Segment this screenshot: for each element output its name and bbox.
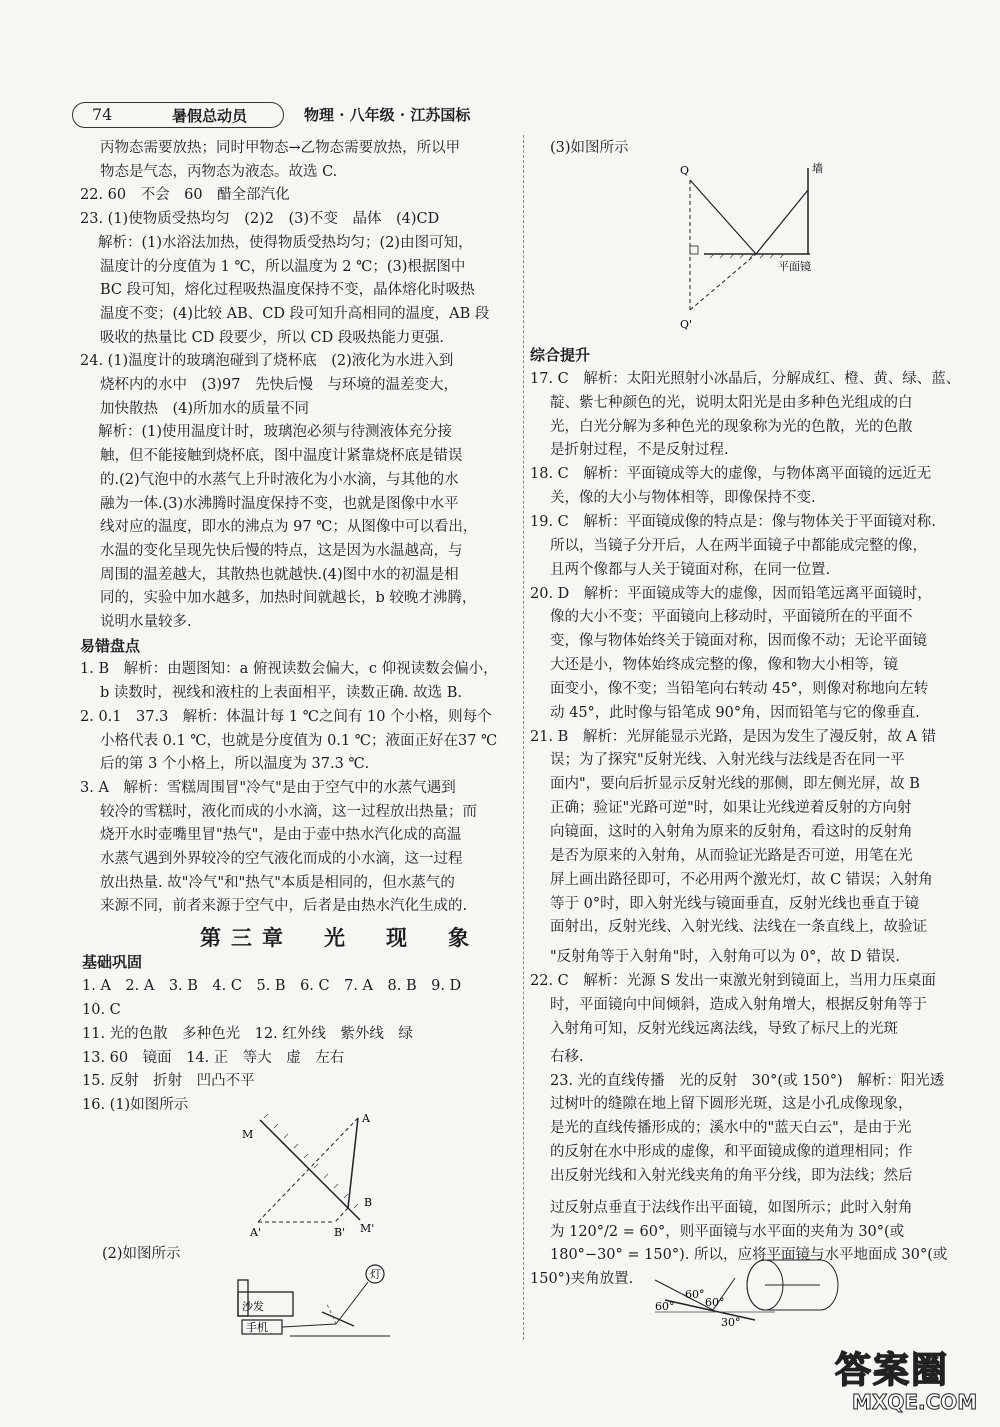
fig23-label-2: 60° <box>655 1300 675 1313</box>
text-line: 基础巩固 <box>82 953 143 971</box>
text-line: 11. 光的色散 多种色光 12. 红外线 紫外线 绿 <box>82 1026 413 1042</box>
text-line: 大还是小，物体始终成完整的像，像和物大小相等，镜 <box>550 657 898 674</box>
text-line: 是折射过程，不是反射过程. <box>550 442 729 459</box>
text-line: 关，像的大小与物体相等，即像保持不变. <box>550 490 816 507</box>
fig16-1-label-a: A <box>362 1112 370 1125</box>
fig3-label-q: Q <box>680 164 690 177</box>
figure-16-1 <box>240 1110 400 1240</box>
text-line: "反射角等于入射角"时，入射角可以为 0°，故 D 错误. <box>550 949 900 966</box>
text-line: 24. (1)温度计的玻璃泡碰到了烧杯底 (2)液化为水进入到 <box>80 353 454 370</box>
text-line: 1. A 2. A 3. B 4. C 5. B 6. C 7. A 8. B 9. D <box>82 978 462 994</box>
text-line: 2. 0.1 37.3 解析：体温计每 1 ℃之间有 10 个小格，则每个 <box>80 708 492 725</box>
fig3-label-wall: 墙 <box>812 162 823 175</box>
text-line: 时，平面镜向中间倾斜，造成入射角增大，根据反射角等于 <box>550 996 927 1013</box>
text-line: 3. A 解析：雪糕周围冒"冷气"是由于空气中的水蒸气遇到 <box>80 779 456 796</box>
text-line: 的.(2)气泡中的水蒸气上升时液化为小水滴，与其他的水 <box>100 471 459 488</box>
text-line: 10. C <box>82 1002 121 1018</box>
figure-23 <box>645 1250 845 1340</box>
fig16-1-label-m-prime: M' <box>360 1222 375 1235</box>
text-line: 易错盘点 <box>80 636 141 655</box>
subject-label: 物理 · 八年级 · 江苏国标 <box>304 106 471 124</box>
text-line: 误；为了探究"反射光线、入射光线与法线是否在同一平 <box>550 752 905 769</box>
text-line: 解析：(1)使用温度计时，玻璃泡必须与待测液体充分接 <box>98 424 453 441</box>
text-line: 放出热量. 故"冷气"和"热气"本质是相同的，但水蒸气的 <box>100 874 455 891</box>
figure-16-2 <box>230 1262 400 1342</box>
text-line: 18. C 解析：平面镜成等大的虚像，与物体离平面镜的远近无 <box>530 466 932 483</box>
text-line: 水蒸气遇到外界较冷的空气液化而成的小水滴，这一过程 <box>100 851 463 867</box>
text-line: 23. (1)使物质受热均匀 (2)2 (3)不变 晶体 (4)CD <box>80 211 440 228</box>
fig16-1-label-m: M <box>242 1128 254 1141</box>
text-line: 过反射点垂直于法线作出平面镜，如图所示；此时入射角 <box>550 1199 913 1216</box>
text-line: 周围的温差越大，其散热也就越快.(4)图中水的初温是相 <box>100 566 459 583</box>
fig3-label-q-prime: Q' <box>680 318 693 331</box>
text-line: 光，白光分解为多种色光的现象称为光的色散，光的色散 <box>550 418 913 435</box>
text-line: 是光的直线传播形成的；溪水中的"蓝天白云"，是由于光 <box>550 1120 912 1137</box>
text-line: 右移. <box>550 1048 584 1065</box>
fig3-label-mirror: 平面镜 <box>778 260 811 273</box>
fig16-1-label-b: B <box>364 1196 373 1209</box>
text-line: 是否为原来的入射角，从而验证光路是否可逆，用笔在光 <box>550 847 913 864</box>
text-line: (2)如图所示 <box>102 1246 181 1262</box>
text-line: 吸收的热量比 CD 段要少，所以 CD 段吸热能力更强. <box>100 329 444 346</box>
fig16-2-label-phone: 手机 <box>246 1321 268 1334</box>
fig23-label-3: 60° <box>705 1296 725 1309</box>
text-line: 且两个像都与人关于镜面对称，在同一位置. <box>550 561 831 578</box>
text-line: 150°)夹角放置. <box>530 1271 634 1288</box>
text-line: 加快散热 (4)所加水的质量不同 <box>100 400 310 417</box>
text-line: 的反射在水中形成的虚像，和平面镜成像的道理相同；作 <box>550 1144 913 1161</box>
text-line: 面射出，反射光线、入射光线、法线在一条直线上，故验证 <box>550 919 927 936</box>
text-line: 动 45°，此时像与铅笔成 90°角，因而铅笔与它的像垂直. <box>550 704 920 721</box>
fig16-2-label-lamp: 灯 <box>370 1268 381 1281</box>
text-line: 15. 反射 折射 凹凸不平 <box>82 1073 255 1089</box>
text-line: 物态是气态，丙物态为液态。故选 C. <box>100 163 338 180</box>
watermark-url: MXQE.COM <box>852 1390 978 1414</box>
page-number: 74 <box>92 105 113 124</box>
fig23-label-1: 60° <box>685 1288 705 1301</box>
text-line: 16. (1)如图所示 <box>82 1097 189 1113</box>
text-line: BC 段可知，熔化过程吸热温度保持不变，晶体熔化时吸热 <box>100 282 475 299</box>
text-line: 像的大小不变；平面镜向上移动时，平面镜所在的平面不 <box>550 609 913 626</box>
text-line: 综合提升 <box>530 346 591 364</box>
text-line: 等于 0°时，即入射光线与镜面垂直，反射光线也垂直于镜 <box>550 895 920 912</box>
text-line: (3)如图所示 <box>550 140 629 156</box>
text-line: 过树叶的缝隙在地上留下圆形光斑，这是小孔成像现象， <box>550 1096 913 1113</box>
text-line: 屏上画出路径即可，不必用两个激光灯，故 C 错误；入射角 <box>550 871 933 888</box>
page-header <box>72 100 512 130</box>
watermark-text: 答案圈 <box>835 1350 950 1391</box>
text-line: 面内"，要向后折显示反射光线的那侧，即左侧光屏，故 B <box>550 776 920 793</box>
text-line: 解析：(1)水浴法加热，使得物质受热均匀；(2)由图可知， <box>98 234 473 251</box>
text-line: 21. B 解析：光屏能显示光路，是因为发生了漫反射，故 A 错 <box>530 728 937 745</box>
book-title: 暑假总动员 <box>172 107 248 125</box>
text-line: 靛、紫七种颜色的光，说明太阳光是由多种色光组成的白 <box>550 394 913 411</box>
fig16-2-label-sofa: 沙发 <box>242 1300 264 1313</box>
text-line: 19. C 解析：平面镜成像的特点是：像与物体关于平面镜对称. <box>530 513 936 530</box>
text-line: 同的，实验中加水越多，加热时间就越长，b 较晚才沸腾， <box>100 590 477 607</box>
text-line: 22. C 解析：光源 S 发出一束激光射到镜面上，当用力压桌面 <box>530 973 936 990</box>
text-line: 线对应的温度，即水的沸点为 97 ℃；从图像中可以看出， <box>100 519 478 536</box>
text-line: b 读数时，视线和液柱的上表面相平，读数正确. 故选 B. <box>100 685 462 702</box>
text-line: 烧杯内的水中 (3)97 先快后慢 与环境的温差变大， <box>100 377 458 393</box>
fig23-label-4: 30° <box>721 1316 741 1329</box>
text-line: 23. 光的直线传播 光的反射 30°(或 150°) 解析：阳光透 <box>550 1072 945 1089</box>
text-line: 变，像与物体始终关于镜面对称，因而像不动；无论平面镜 <box>550 633 927 650</box>
text-line: 180°−30° = 150°). 所以，应将平面镜与水平地面成 30°(或 <box>550 1247 948 1264</box>
text-line: 温度计的分度值为 1 ℃，所以温度为 2 ℃；(3)根据图中 <box>100 258 466 275</box>
text-line: 面变小，像不变；当铅笔向右转动 45°，则像对称地向左转 <box>550 680 929 697</box>
text-line: 说明水量较多. <box>100 614 192 630</box>
text-line: 正确；验证"光路可逆"时，如果让光线逆着反射的方向射 <box>550 800 912 817</box>
text-line: 后的第 3 个小格上，所以温度为 37.3 ℃. <box>100 756 370 773</box>
text-line: 13. 60 镜面 14. 正 等大 虚 左右 <box>82 1050 345 1066</box>
fig16-1-label-a-prime: A' <box>250 1226 261 1239</box>
figure-3 <box>670 160 840 340</box>
text-line: 融为一体.(3)水沸腾时温度保持不变，也就是图像中水平 <box>100 495 459 512</box>
text-line: 17. C 解析：太阳光照射小冰晶后，分解成红、橙、黄、绿、蓝、 <box>530 370 961 387</box>
text-line: 1. B 解析：由题图知：a 俯视读数会偏大，c 仰视读数会偏小， <box>80 661 498 678</box>
text-line: 温度不变；(4)比较 AB、CD 段可知升高相同的温度，AB 段 <box>100 305 490 322</box>
text-line: 所以，当镜子分开后，人在两半面镜子中都能成完整的像， <box>550 537 927 554</box>
text-line: 20. D 解析：平面镜成等大的虚像，因而铅笔远离平面镜时， <box>530 585 932 602</box>
text-line: 丙物态需要放热；同时甲物态→乙物态需要放热，所以甲 <box>100 140 461 156</box>
chapter-title: 第三章 光 现 象 <box>200 926 479 950</box>
text-line: 出反射光线和入射光线夹角的角平分线，即为法线；然后 <box>550 1167 913 1184</box>
text-line: 烧开水时壶嘴里冒"热气"，是由于壶中热水汽化成的高温 <box>100 827 462 844</box>
text-line: 为 120°/2 = 60°，则平面镜与水平面的夹角为 30°(或 <box>550 1223 905 1240</box>
text-line: 触，但不能接触到烧杯底，图中温度计紧靠烧杯底是错误 <box>100 448 463 465</box>
text-line: 水温的变化呈现先快后慢的特点，这是因为水温越高，与 <box>100 542 463 559</box>
column-divider <box>523 135 524 1340</box>
text-line: 入射角可知，反射光线远离法线，导致了标尺上的光斑 <box>550 1020 898 1037</box>
text-line: 较冷的雪糕时，液化而成的小水滴，这一过程放出热量；而 <box>100 803 477 820</box>
text-line: 小格代表 0.1 ℃，也就是分度值为 0.1 ℃；液面正好在37 ℃ <box>100 732 498 749</box>
fig16-1-label-b-prime: B' <box>334 1226 346 1239</box>
text-line: 22. 60 不会 60 醋全部汽化 <box>80 187 290 204</box>
text-line: 来源不同，前者来源于空气中，后者是由热水汽化生成的. <box>100 898 468 915</box>
text-line: 向镜面，这时的入射角为原来的反射角，看这时的反射角 <box>550 824 913 840</box>
